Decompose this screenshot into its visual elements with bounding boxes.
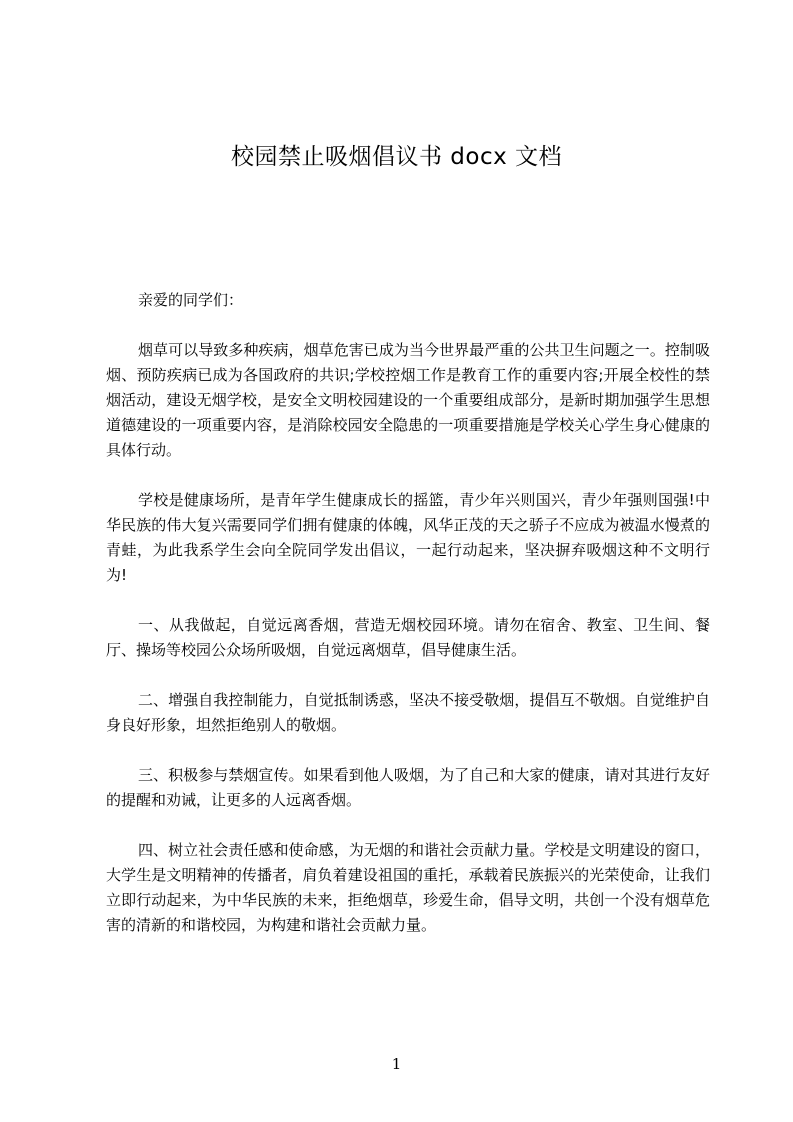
paragraph-spacer bbox=[106, 738, 710, 763]
document-body bbox=[106, 288, 710, 938]
paragraph-spacer bbox=[106, 588, 710, 613]
paragraph-spacer bbox=[106, 813, 710, 838]
paragraph-spacer bbox=[106, 663, 710, 688]
paragraph-school-health: 学校是健康场所，是青年学生健康成长的摇篮，青少年兴则国兴，青少年强则国强!中华民族的伟大复兴需要同学们拥有健康的体魄，风华正茂的天之骄子不应成为被温水慢煮的青蛙，为此我系学生会向全院同学发出倡议，一起行动起来，坚决摒弃吸烟这种不文明行为! bbox=[106, 491, 710, 584]
paragraph-point-one: 一、从我做起，自觉远离香烟，营造无烟校园环境。请勿在宿舍、教室、卫生间、餐厅、操场等校园公众场所吸烟，自觉远离烟草，倡导健康生活。 bbox=[106, 616, 710, 659]
paragraph-spacer bbox=[106, 463, 710, 488]
paragraph-point-two: 二、增强自我控制能力，自觉抵制诱惑，坚决不接受敬烟，提倡互不敬烟。自觉维护自身良好形象，坦然拒绝别人的敬烟。 bbox=[106, 691, 710, 734]
paragraph-point-three: 三、积极参与禁烟宣传。如果看到他人吸烟，为了自己和大家的健康，请对其进行友好的提醒和劝诫，让更多的人远离香烟。 bbox=[106, 766, 710, 809]
paragraph-point-four: 四、树立社会责任感和使命感，为无烟的和谐社会贡献力量。学校是文明建设的窗口，大学生是文明精神的传播者，肩负着建设祖国的重托，承载着民族振兴的光荣使命，让我们立即行动起来，为中华民族的未来，拒绝烟草，珍爱生命，倡导文明，共创一个没有烟草危害的清新的和谐校园，为构建和谐社会贡献力量。 bbox=[106, 841, 710, 934]
page-number: 1 bbox=[391, 1055, 402, 1073]
paragraph-intro: 烟草可以导致多种疾病，烟草危害已成为当今世界最严重的公共卫生问题之一。控制吸烟、预防疾病已成为各国政府的共识;学校控烟工作是教育工作的重要内容;开展全校性的禁烟活动，建设无烟学校，是安全文明校园建设的一个重要组成部分，是新时期加强学生思想道德建设的一项重要内容，是消除校园安全隐患的一项重要措施是学校关心学生身心健康的具体行动。 bbox=[106, 341, 710, 459]
greeting: 亲爱的同学们： bbox=[138, 291, 244, 309]
document-title: 校园禁止吸烟倡议书 docx 文档 bbox=[230, 144, 563, 170]
